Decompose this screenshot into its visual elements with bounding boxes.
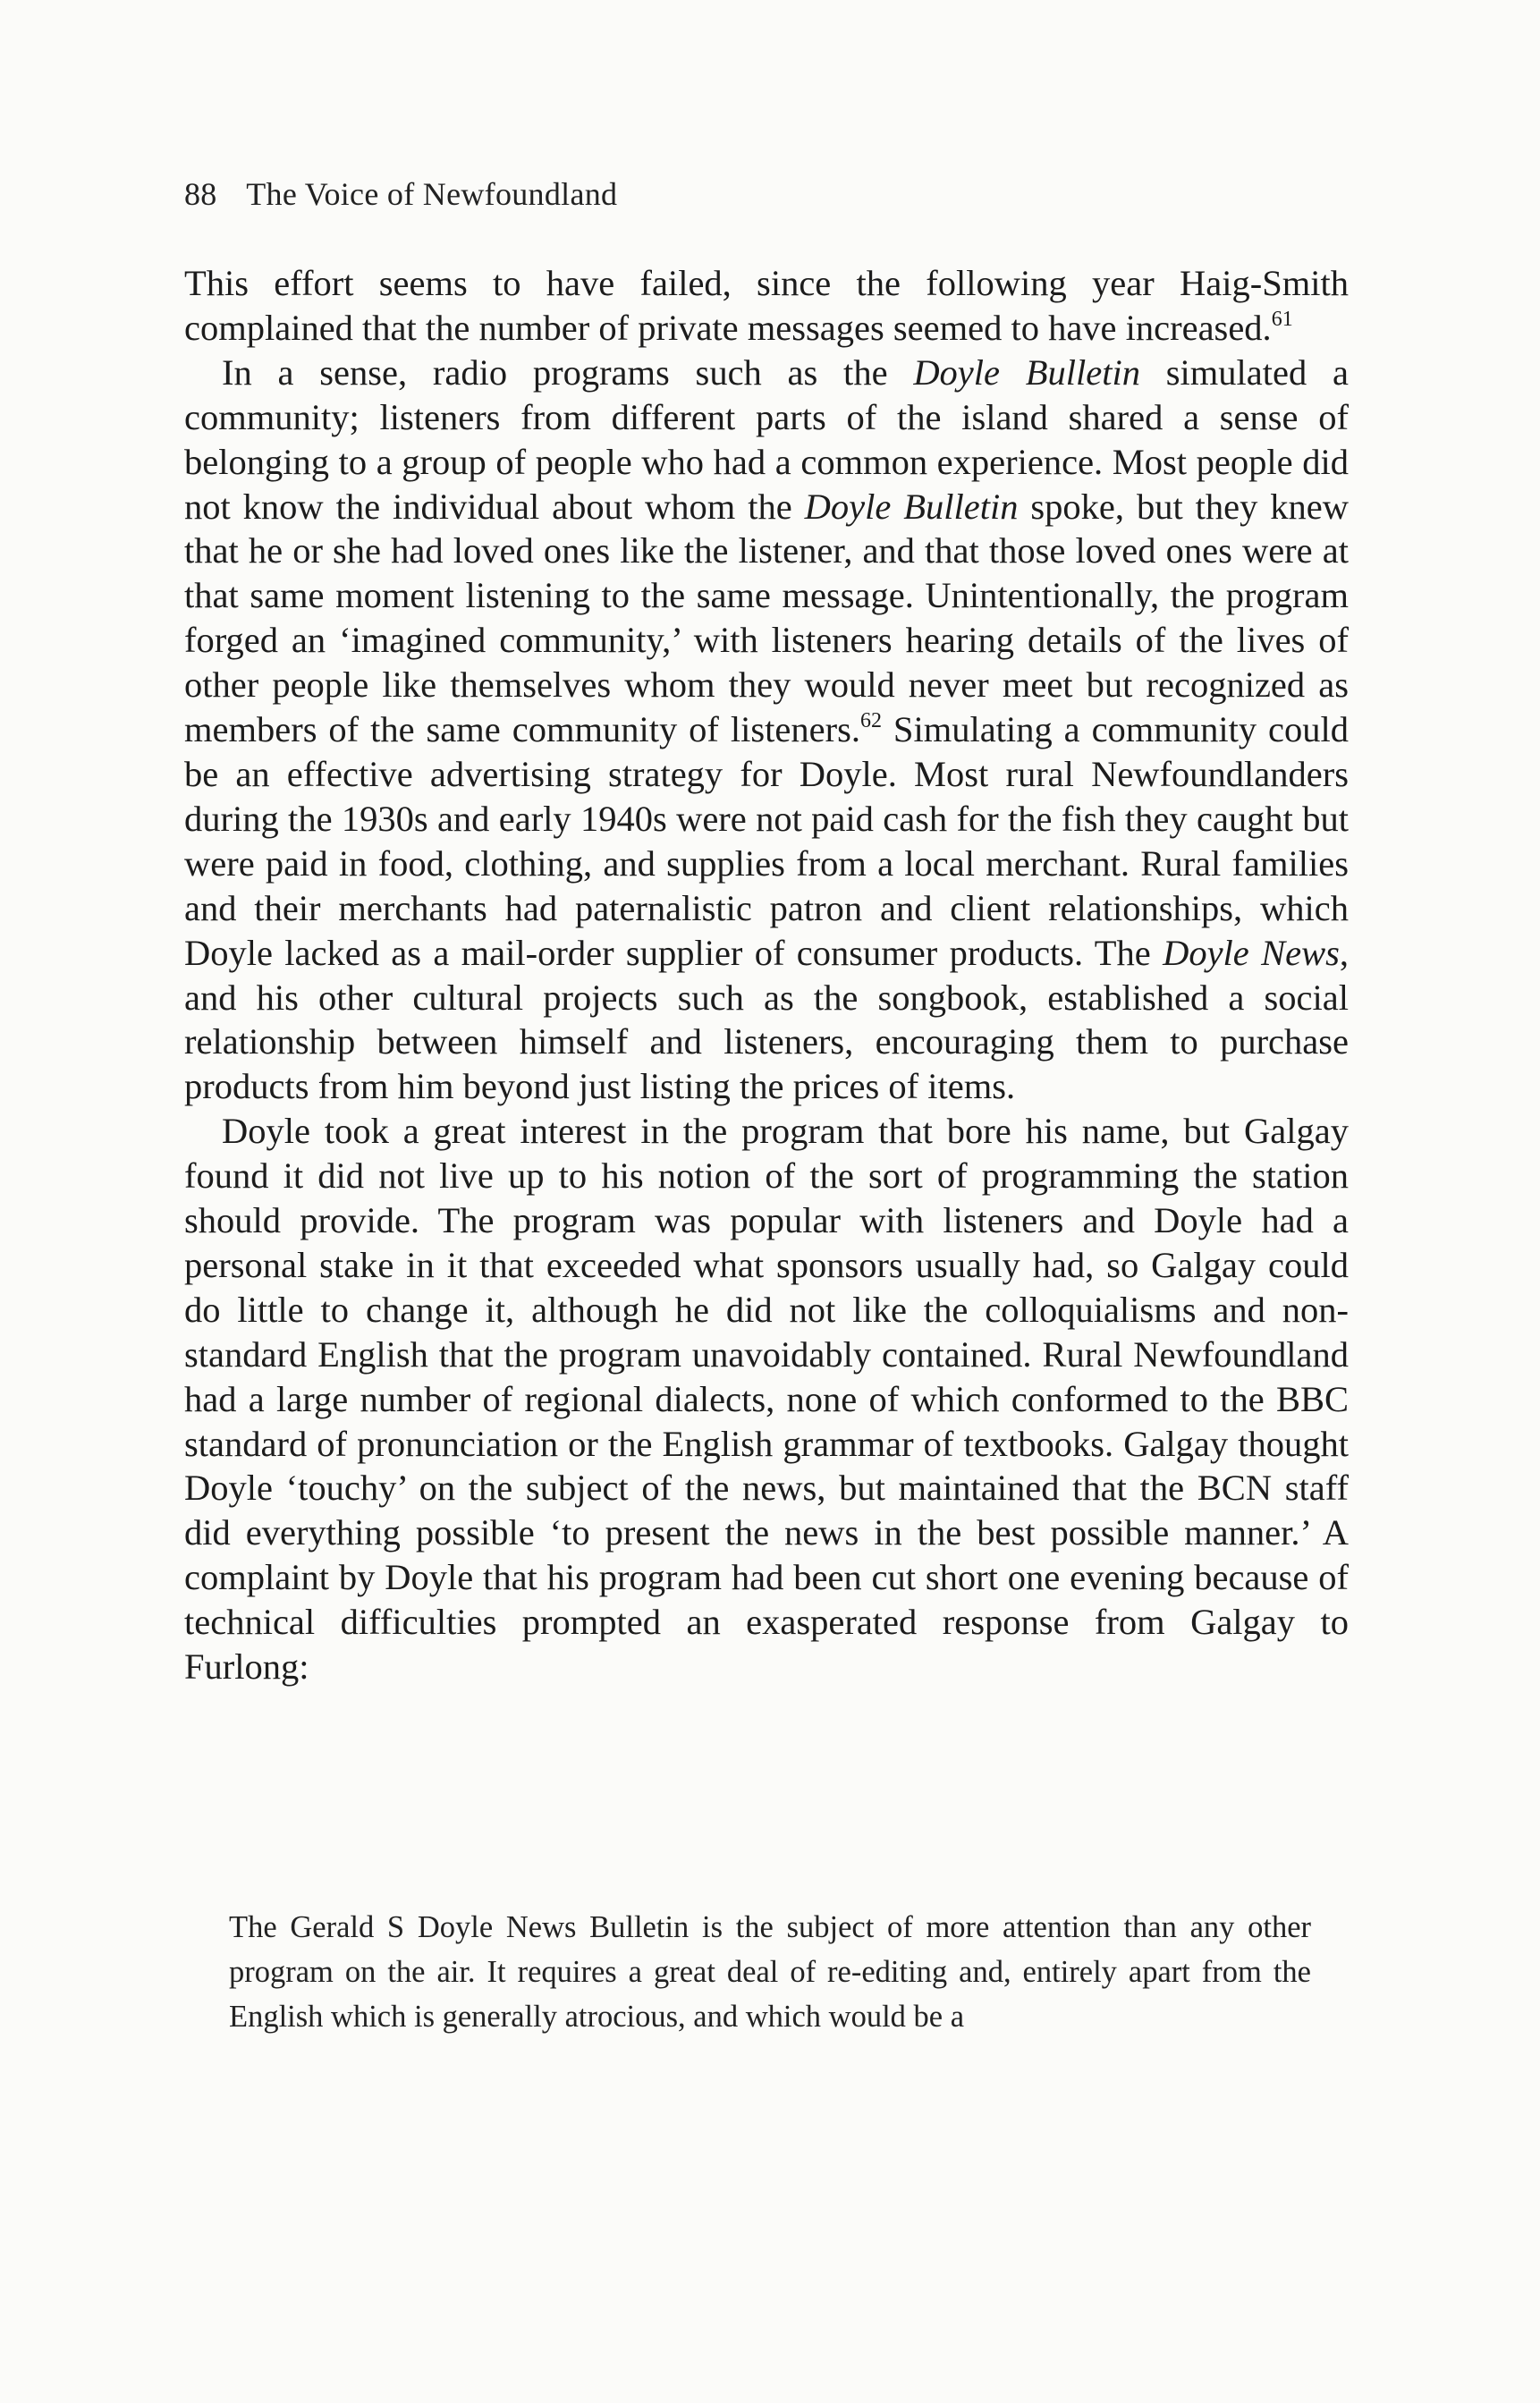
- paragraph-3: [184, 1109, 1349, 1689]
- italic-title: Doyle Bulletin: [913, 351, 1141, 393]
- paragraph-text: , and his other cultural projects such as the songbook, established a social relationship between himself and listeners, encouraging them to purchase products from him beyond just listing the prices of items.: [184, 932, 1349, 1107]
- paragraph-text: Simulating a community could be an effective advertising strategy for Doyle. Most rural Newfoundlanders during the 1930s and early 1940s were not paid cash for the fish they caught but were paid in food, clothing, and supplies from a local merchant. Rural families and their merchants had paternalistic patron and client relationships, which Doyle lacked as a mail-order supplier of consumer products. The: [184, 709, 1350, 973]
- main-text: [184, 261, 1349, 1689]
- paragraph-2: [184, 351, 1349, 1109]
- paragraph-text: spoke, but they knew that he or she had loved ones like the listener, and that those loved ones were at that same moment listening to the same message. Unintentionally, the program forged an ‘imagined community,’ with listeners hearing details of the lives of other people like themselves whom they would never meet but recognized as members of the same community of listeners.: [184, 486, 1349, 750]
- page-number: 88: [184, 176, 217, 212]
- block-quote: [229, 1905, 1311, 2039]
- paragraph-text: In a sense, radio programs such as the: [222, 351, 914, 393]
- paragraph-text: simulated a community; listeners from different parts of the island shared a sense of belonging to a group of people who had a common experience. Most people did not know the individual about whom the: [184, 351, 1349, 527]
- running-head: [184, 175, 617, 213]
- block-quote-text: The Gerald S Doyle News Bulletin is the subject of more attention than any other program on the air. It requires a great deal of re-editing and, entirely apart from the English which is generally atrocious, and which would be a: [229, 1910, 1311, 2034]
- paragraph-text: Doyle took a great interest in the program that bore his name, but Galgay found it did not live up to his notion of the sort of programming the station should provide. The program was popular with listeners and Doyle had a personal stake in it that exceeded what sponsors usually had, so Galgay could do little to change it, although he did not like the colloquialisms and non-standard English that the program unavoidably contained. Rural Newfoundland had a large number of regional dialects, none of which conformed to the BBC standard of pronunciation or the English grammar of textbooks. Galgay thought Doyle ‘touchy’ on the subject of the news, but maintained that the BCN staff did everything possible ‘to present the news in the best possible manner.’ A complaint by Doyle that his program had been cut short one evening because of technical difficulties prompted an exasperated response from Galgay to Furlong:: [184, 1111, 1349, 1688]
- footnote-ref-62: 62: [859, 709, 882, 733]
- footnote-ref-61: 61: [1271, 307, 1293, 331]
- paragraph-text: This effort seems to have failed, since the following year Haig-Smith complained that the number of private messages seemed to have increased.: [184, 263, 1349, 348]
- book-title: The Voice of Newfoundland: [246, 176, 618, 212]
- italic-title: Doyle News: [1163, 932, 1340, 973]
- paragraph-1: [184, 261, 1349, 351]
- italic-title: Doyle Bulletin: [804, 486, 1019, 527]
